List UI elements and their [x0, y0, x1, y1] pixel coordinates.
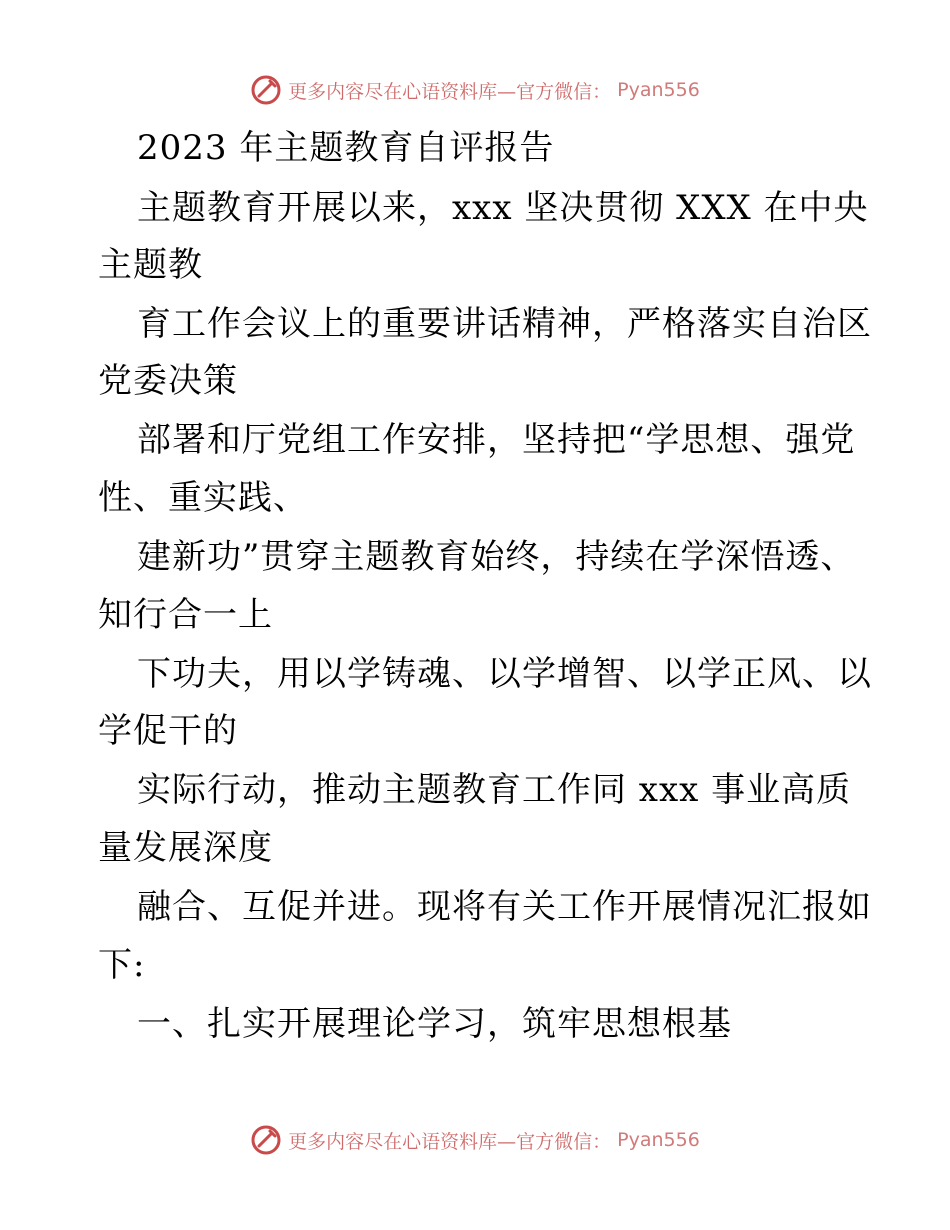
- footer-watermark: [0, 1122, 950, 1158]
- seal-logo-icon: [250, 1124, 282, 1156]
- paragraph-line: 知行合一上: [98, 595, 273, 635]
- section-heading: 一、扎实开展理论学习，筑牢思想根基: [137, 1004, 732, 1044]
- paragraph-line: 部署和厅党组工作安排，坚持把“学思想、强党: [137, 420, 856, 460]
- paragraph-line: 实际行动，推动主题教育工作同 xxx 事业高质: [137, 770, 852, 810]
- paragraph-line: 建新功”贯穿主题教育始终，持续在学深悟透、: [137, 537, 856, 577]
- document-title: 2023 年主题教育自评报告: [137, 128, 555, 168]
- paragraph-line: 学促干的: [98, 711, 238, 751]
- seal-logo-icon: [250, 74, 282, 106]
- paragraph-line: 主题教育开展以来，xxx 坚决贯彻 XXX 在中央: [137, 188, 869, 228]
- paragraph-line: 下功夫，用以学铸魂、以学增智、以学正风、以: [137, 654, 872, 694]
- paragraph-line: 量发展深度: [98, 828, 273, 868]
- paragraph-line: 主题教: [98, 245, 203, 285]
- watermark-id: Pyan556: [617, 1129, 700, 1151]
- header-watermark: [0, 72, 950, 108]
- watermark-text: 更多内容尽在心语资料库—官方微信：: [288, 1130, 612, 1153]
- watermark-text: 更多内容尽在心语资料库—官方微信：: [288, 80, 612, 103]
- paragraph-line: 下:: [98, 945, 146, 985]
- watermark-id: Pyan556: [617, 79, 700, 101]
- paragraph-line: 育工作会议上的重要讲话精神，严格落实自治区: [137, 304, 872, 344]
- paragraph-line: 融合、互促并进。现将有关工作开展情况汇报如: [137, 887, 872, 927]
- paragraph-line: 性、重实践、: [98, 478, 308, 518]
- paragraph-line: 党委决策: [98, 361, 238, 401]
